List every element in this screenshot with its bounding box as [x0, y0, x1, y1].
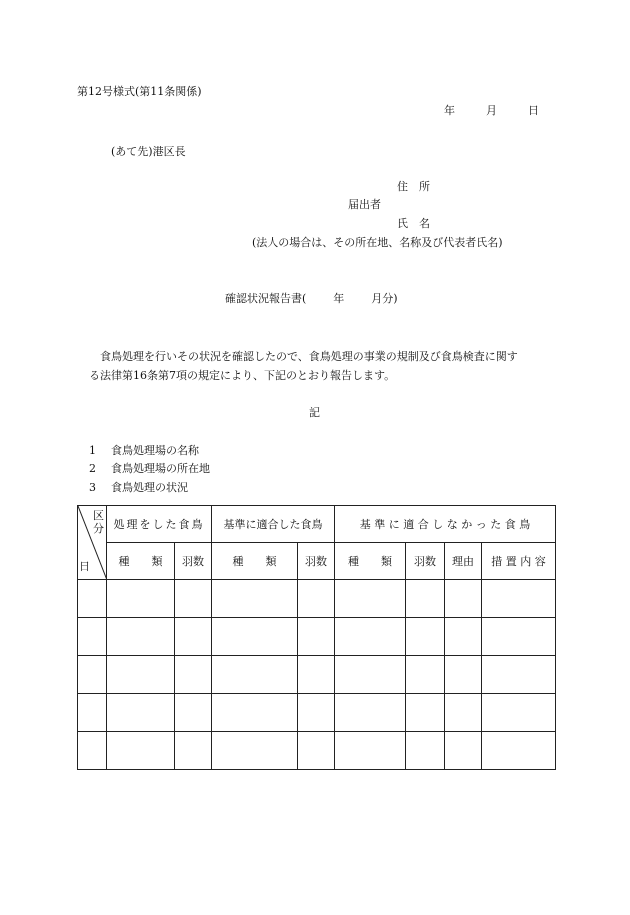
corner-kubun-1: 区: [93, 509, 104, 522]
table-cell[interactable]: [212, 656, 298, 694]
table-cell[interactable]: [212, 694, 298, 732]
report-title-main: 確認状況報告書(: [225, 292, 307, 305]
table-cell[interactable]: [298, 618, 335, 656]
table-cell[interactable]: [175, 618, 212, 656]
table-cell[interactable]: [107, 618, 175, 656]
table-cell[interactable]: [406, 580, 445, 618]
ki-heading: 記: [309, 406, 320, 419]
sub-count-compliant: 羽数: [298, 543, 335, 580]
item-3-number: 3: [89, 481, 96, 494]
header-processed: 処理をした食鳥: [107, 506, 212, 543]
table-cell[interactable]: [298, 694, 335, 732]
table-cell[interactable]: [445, 618, 482, 656]
table-cell[interactable]: [406, 618, 445, 656]
table-cell[interactable]: [406, 732, 445, 770]
table-cell[interactable]: [482, 656, 556, 694]
item-2: [89, 463, 210, 474]
table-cell[interactable]: [212, 732, 298, 770]
processing-status-table: [77, 505, 556, 770]
table-cell[interactable]: [445, 694, 482, 732]
header-noncompliant: 基 準 に 適 合 し な か っ た 食 鳥: [335, 506, 556, 543]
table-cell[interactable]: [482, 694, 556, 732]
table-cell[interactable]: [445, 656, 482, 694]
table-cell[interactable]: [212, 580, 298, 618]
day-cell[interactable]: [78, 656, 107, 694]
table-cell[interactable]: [175, 732, 212, 770]
corner-day: 日: [79, 560, 90, 573]
name-label: 氏 名: [397, 217, 430, 230]
table-cell[interactable]: [298, 732, 335, 770]
day-cell[interactable]: [78, 732, 107, 770]
table-cell[interactable]: [107, 656, 175, 694]
addressee: (あて先)港区長: [111, 145, 186, 158]
sub-kind-processed: 種 類: [107, 543, 175, 580]
body-line-2: る法律第16条第7項の規定により、下記のとおり報告します。: [89, 369, 396, 382]
table-cell[interactable]: [335, 618, 406, 656]
table-cell[interactable]: [107, 580, 175, 618]
sub-kind-noncompliant: 種 類: [335, 543, 406, 580]
date-month: 月: [486, 104, 497, 117]
table-cell[interactable]: [335, 580, 406, 618]
report-title-year: 年: [333, 292, 345, 305]
sub-kind-compliant: 種 類: [212, 543, 298, 580]
table-cell[interactable]: [298, 656, 335, 694]
sub-measure: 措 置 内 容: [482, 543, 556, 580]
table-cell[interactable]: [482, 580, 556, 618]
table-row: [78, 656, 556, 694]
table-cell[interactable]: [175, 580, 212, 618]
table-cell[interactable]: [406, 656, 445, 694]
table-row: [78, 618, 556, 656]
day-cell[interactable]: [78, 618, 107, 656]
applicant-role: 届出者: [348, 198, 381, 211]
table-cell[interactable]: [482, 732, 556, 770]
table-cell[interactable]: [212, 618, 298, 656]
report-title-month: 月分): [371, 292, 398, 305]
table-cell[interactable]: [482, 618, 556, 656]
form-number: 第12号様式(第11条関係): [77, 85, 202, 98]
table-cell[interactable]: [445, 732, 482, 770]
table-cell[interactable]: [335, 732, 406, 770]
corner-kubun-2: 分: [93, 522, 104, 535]
item-1-number: 1: [89, 444, 96, 457]
report-title: [225, 293, 398, 304]
item-3: [89, 482, 188, 493]
item-2-text: 食鳥処理場の所在地: [111, 462, 210, 475]
table-cell[interactable]: [445, 580, 482, 618]
header-compliant: 基準に適合した食鳥: [212, 506, 335, 543]
date-day: 日: [528, 104, 539, 117]
day-cell[interactable]: [78, 694, 107, 732]
item-2-number: 2: [89, 462, 96, 475]
date-year: 年: [444, 104, 455, 117]
table-cell[interactable]: [335, 694, 406, 732]
corner-kubun: [93, 509, 104, 535]
corner-cell: [78, 506, 107, 580]
sub-count-processed: 羽数: [175, 543, 212, 580]
sub-reason: 理由: [445, 543, 482, 580]
corporate-note: (法人の場合は、その所在地、名称及び代表者氏名): [252, 236, 503, 249]
address-label: 住 所: [397, 180, 430, 193]
table-row: [78, 732, 556, 770]
item-3-text: 食鳥処理の状況: [111, 481, 188, 494]
sub-count-noncompliant: 羽数: [406, 543, 445, 580]
table-row: [78, 694, 556, 732]
table-cell[interactable]: [107, 694, 175, 732]
table-row: [78, 580, 556, 618]
day-cell[interactable]: [78, 580, 107, 618]
item-1: [89, 445, 199, 456]
table-cell[interactable]: [175, 656, 212, 694]
table-cell[interactable]: [107, 732, 175, 770]
date-line: [444, 105, 539, 116]
item-1-text: 食鳥処理場の名称: [111, 444, 199, 457]
table-cell[interactable]: [175, 694, 212, 732]
table-cell[interactable]: [335, 656, 406, 694]
table-cell[interactable]: [298, 580, 335, 618]
body-line-1: 食鳥処理を行いその状況を確認したので、食鳥処理の事業の規制及び食鳥検査に関す: [100, 350, 518, 363]
table-cell[interactable]: [406, 694, 445, 732]
